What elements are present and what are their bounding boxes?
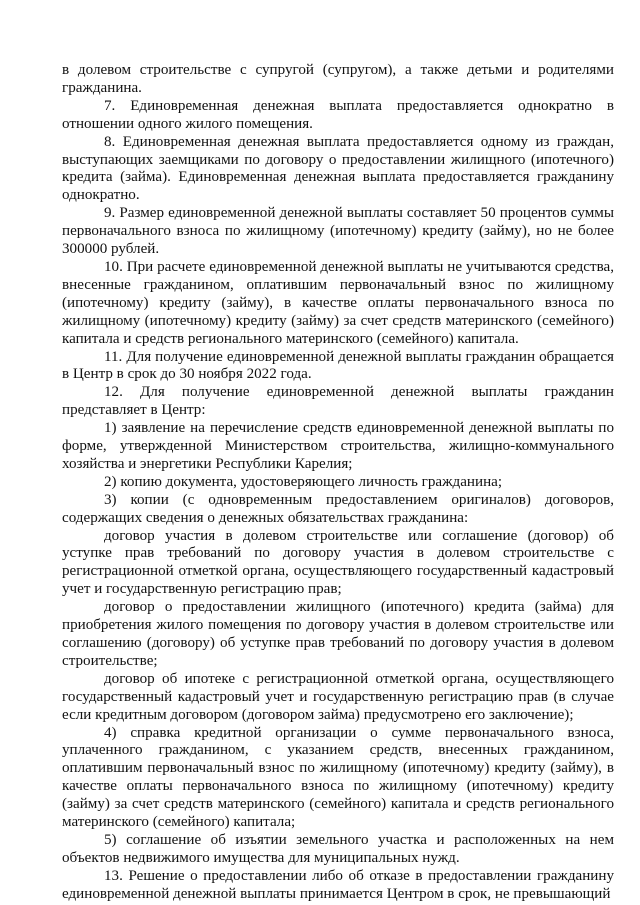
list-item-2: 2) копию документа, удостоверяющего личность гражданина; bbox=[104, 473, 503, 490]
list-item-3: 3) копии (с одновременным предоставлением оригиналов) договоров, содержащих сведения о денежных обязательствах гражданина: bbox=[62, 491, 614, 526]
list-item-1: 1) заявление на перечисление средств единовременной денежной выплаты по форме, утвержденной Министерством строительства, жилищно-коммунального хозяйства и энергетики Республики Карелия; bbox=[62, 420, 614, 472]
paragraph-12: 12. Для получение единовременной денежной выплаты гражданин представляет в Центр: bbox=[62, 384, 614, 419]
paragraph-8: 8. Единовременная денежная выплата предоставляется одному из граждан, выступающих заемщиками по договору о предоставлении жилищного (ипотечного) кредита (займа). Единовременная денежная выплата предоставляется гражданину однократно. bbox=[62, 133, 614, 204]
paragraph-9: 9. Размер единовременной денежной выплаты составляет 50 процентов суммы первоначального взноса по жилищному (ипотечному) кредиту (займу), но не более 300000 рублей. bbox=[62, 205, 614, 258]
paragraph-7: 7. Единовременная денежная выплата предоставляется однократно в отношении одного жилого помещения. bbox=[62, 97, 614, 132]
paragraph-13: 13. Решение о предоставлении либо об отказе в предоставлении гражданину единовременной денежной выплаты принимается Центром в срок, не превышающий bbox=[62, 867, 614, 902]
sub-item-mortgage-loan-contract: договор о предоставлении жилищного (ипотечного) кредита (займа) для приобретения жилого помещения по договору участия в долевом строительстве или соглашению (договору) об уступке прав требований по договору участия в долевом строительстве; bbox=[62, 599, 614, 669]
document-page bbox=[62, 62, 614, 904]
paragraph-10: 10. При расчете единовременной денежной выплаты не учитываются средства, внесенные гражданином, оплатившим первоначальный взнос по жилищному (ипотечному) кредиту (займу), в качестве оплаты первоначального взноса по жилищному (ипотечному) кредиту (займу) за счет средств материнского (семейного) капитала и средств регионального материнского (семейного) капитала. bbox=[62, 258, 614, 347]
sub-item-shared-construction-contract: договор участия в долевом строительстве или соглашение (договор) об уступке прав требований по договору участия в долевом строительстве с регистрационной отметкой органа, осуществляющего государственный кадастровый учет и государственную регистрацию прав; bbox=[62, 527, 614, 598]
paragraph-11: 11. Для получение единовременной денежной выплаты гражданин обращается в Центр в срок до 30 ноября 2022 года. bbox=[62, 348, 614, 383]
sub-item-mortgage-agreement: договор об ипотеке с регистрационной отметкой органа, осуществляющего государственный кадастровый учет и государственную регистрацию прав (в случае если кредитным договором (договором займа) предусмотрено его заключение); bbox=[62, 670, 614, 723]
list-item-5: 5) соглашение об изъятии земельного участка и расположенных на нем объектов недвижимого имущества для муниципальных нужд. bbox=[62, 831, 614, 866]
paragraph-continuation: в долевом строительстве с супругой (супругом), а также детьми и родителями гражданина. bbox=[62, 62, 614, 96]
list-item-4: 4) справка кредитной организации о сумме первоначального взноса, уплаченного гражданином, с указанием средств, внесенных гражданином, оплатившим первоначальный взнос по жилищному (ипотечному) кредиту (займу), в качестве оплаты первоначального взноса по жилищному (ипотечному) кредиту (займу) за счет средств материнского (семейного) капитала и средств регионального материнского (семейного) капитала; bbox=[62, 724, 614, 831]
